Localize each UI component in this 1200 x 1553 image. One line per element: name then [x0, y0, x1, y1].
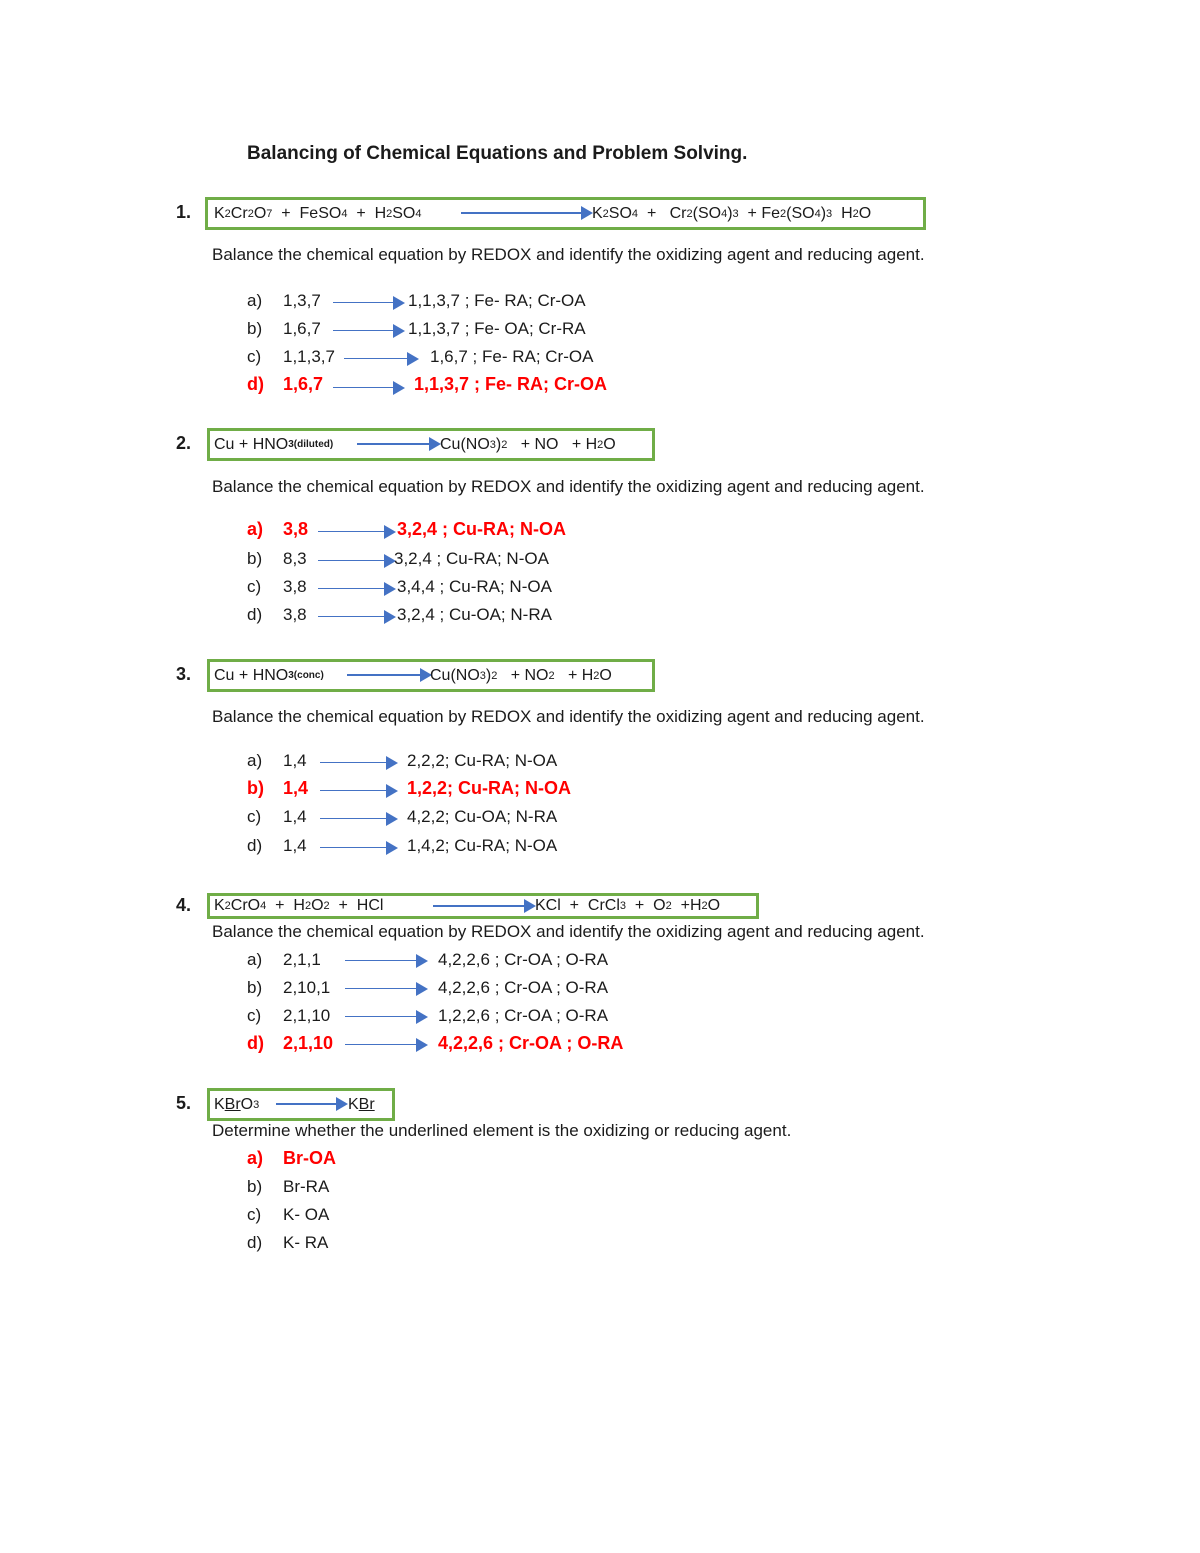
question-5-equation-box	[207, 1088, 395, 1121]
question-2-instruction: Balance the chemical equation by REDOX and identify the oxidizing agent and reducing agent.	[212, 477, 925, 496]
q2-option-c-letter: c)	[247, 577, 262, 596]
q2-option-d-arrow	[318, 616, 394, 617]
q2-option-b-arrow	[318, 560, 394, 561]
q4-option-c-letter: c)	[247, 1006, 262, 1025]
q4-option-d-right: 4,2,2,6 ; Cr-OA ; O-RA	[438, 1033, 624, 1053]
q5-option-d-text: K- RA	[283, 1233, 329, 1252]
q3-option-c-arrow	[320, 818, 396, 819]
q1-option-a-arrow	[333, 302, 403, 303]
question-2-number: 2.	[176, 433, 192, 453]
q2-products: Cu(NO 3 ) 2 + NO + H 2 O	[440, 435, 616, 453]
question-1-number: 1.	[176, 202, 192, 222]
q2-option-b-letter: b)	[247, 549, 263, 568]
q3-reaction-arrow	[347, 674, 430, 676]
question-3-number: 3.	[176, 664, 192, 684]
q2-reactants: Cu + HNO 3(diluted)	[214, 435, 334, 453]
q5-option-c-letter: c)	[247, 1205, 262, 1224]
q3-option-b-right: 1,2,2; Cu-RA; N-OA	[407, 778, 572, 798]
q2-option-a-left: 3,8	[283, 519, 309, 539]
q1-option-d-arrow	[333, 387, 403, 388]
q3-reactants: Cu + HNO 3(conc)	[214, 666, 324, 684]
q1-option-b-letter: b)	[247, 319, 263, 338]
q3-option-a-letter: a)	[247, 751, 263, 770]
question-1-instruction: Balance the chemical equation by REDOX and identify the oxidizing agent and reducing agent.	[212, 245, 925, 264]
q5-option-a-text: Br-OA	[283, 1148, 336, 1168]
q5-reactant: K Br O 3	[214, 1095, 260, 1113]
q4-option-b-letter: b)	[247, 978, 263, 997]
q4-option-a-left: 2,1,1	[283, 950, 321, 969]
q5-option-c-text: K- OA	[283, 1205, 330, 1224]
q4-option-a-arrow	[345, 960, 426, 961]
q1-reactants: K 2 Cr 2 O 7 + FeSO 4 + H 2 SO 4	[214, 204, 422, 222]
question-4-equation-box	[207, 893, 759, 919]
q2-option-c-right: 3,4,4 ; Cu-RA; N-OA	[397, 577, 552, 596]
q4-option-d-letter: d)	[247, 1033, 264, 1053]
q3-option-d-letter: d)	[247, 836, 263, 855]
q1-option-b-left: 1,6,7	[283, 319, 321, 338]
question-2-equation-box	[207, 428, 655, 461]
q4-reactants: K 2 CrO 4 + H 2 O 2 + HCl	[214, 897, 384, 914]
q3-option-a-arrow	[320, 762, 396, 763]
q4-option-c-arrow	[345, 1016, 426, 1017]
q3-option-c-letter: c)	[247, 807, 262, 826]
q2-option-c-arrow	[318, 588, 394, 589]
q3-option-a-right: 2,2,2; Cu-RA; N-OA	[407, 751, 558, 770]
q4-option-c-right: 1,2,2,6 ; Cr-OA ; O-RA	[438, 1006, 609, 1025]
q3-option-a-left: 1,4	[283, 751, 307, 770]
q5-option-a-letter: a)	[247, 1148, 264, 1168]
question-5-instruction: Determine whether the underlined element is the oxidizing or reducing agent.	[212, 1121, 792, 1140]
q2-option-d-left: 3,8	[283, 605, 307, 624]
q4-option-d-left: 2,1,10	[283, 1033, 334, 1053]
q1-option-a-right: 1,1,3,7 ; Fe- RA; Cr-OA	[408, 291, 586, 310]
q5-reaction-arrow	[276, 1103, 346, 1105]
q2-option-a-letter: a)	[247, 519, 264, 539]
question-1-equation-box	[205, 197, 926, 230]
q1-option-c-right: 1,6,7 ; Fe- RA; Cr-OA	[430, 347, 594, 366]
q2-option-d-letter: d)	[247, 605, 263, 624]
q4-option-b-left: 2,10,1	[283, 978, 331, 997]
q1-option-c-left: 1,1,3,7	[283, 347, 335, 366]
q2-option-b-right: 3,2,4 ; Cu-RA; N-OA	[394, 549, 549, 568]
q1-option-a-left: 1,3,7	[283, 291, 321, 310]
q1-option-d-letter: d)	[247, 374, 264, 394]
q1-option-a-letter: a)	[247, 291, 263, 310]
q2-reaction-arrow	[357, 443, 439, 445]
question-3-equation-box	[207, 659, 655, 692]
question-5-number: 5.	[176, 1093, 192, 1113]
q1-reaction-arrow	[461, 212, 591, 214]
q3-option-d-right: 1,4,2; Cu-RA; N-OA	[407, 836, 558, 855]
question-4-number: 4.	[176, 895, 192, 915]
q3-option-d-arrow	[320, 847, 396, 848]
q4-products: KCl + CrCl 3 + O 2 +H 2 O	[535, 897, 721, 914]
q4-option-b-arrow	[345, 988, 426, 989]
q1-option-c-arrow	[344, 358, 417, 359]
q3-option-d-left: 1,4	[283, 836, 307, 855]
q4-option-a-letter: a)	[247, 950, 263, 969]
q2-option-c-left: 3,8	[283, 577, 307, 596]
q3-option-b-letter: b)	[247, 778, 264, 798]
q2-option-a-arrow	[318, 531, 394, 532]
q1-option-b-right: 1,1,3,7 ; Fe- OA; Cr-RA	[408, 319, 586, 338]
q2-option-d-right: 3,2,4 ; Cu-OA; N-RA	[397, 605, 552, 624]
q4-option-b-right: 4,2,2,6 ; Cr-OA ; O-RA	[438, 978, 609, 997]
q3-option-b-left: 1,4	[283, 778, 309, 798]
question-4-instruction: Balance the chemical equation by REDOX and identify the oxidizing agent and reducing agent.	[212, 922, 925, 941]
page-title: Balancing of Chemical Equations and Problem Solving.	[247, 143, 748, 164]
q4-option-a-right: 4,2,2,6 ; Cr-OA ; O-RA	[438, 950, 609, 969]
q4-reaction-arrow	[433, 905, 534, 907]
q3-products: Cu(NO 3 ) 2 + NO 2 + H 2 O	[430, 666, 612, 684]
q1-option-d-right: 1,1,3,7 ; Fe- RA; Cr-OA	[414, 374, 608, 394]
q1-option-d-left: 1,6,7	[283, 374, 324, 394]
q4-option-c-left: 2,1,10	[283, 1006, 331, 1025]
q3-option-c-right: 4,2,2; Cu-OA; N-RA	[407, 807, 558, 826]
question-3-instruction: Balance the chemical equation by REDOX and identify the oxidizing agent and reducing agent.	[212, 707, 925, 726]
q1-option-c-letter: c)	[247, 347, 262, 366]
q4-option-d-arrow	[345, 1044, 426, 1045]
q3-option-c-left: 1,4	[283, 807, 307, 826]
q5-option-d-letter: d)	[247, 1233, 263, 1252]
q5-option-b-text: Br-RA	[283, 1177, 330, 1196]
q3-option-b-arrow	[320, 790, 396, 791]
q5-option-b-letter: b)	[247, 1177, 263, 1196]
q2-option-a-right: 3,2,4 ; Cu-RA; N-OA	[397, 519, 567, 539]
q2-option-b-left: 8,3	[283, 549, 307, 568]
q1-option-b-arrow	[333, 330, 403, 331]
q1-products: K 2 SO 4 + Cr 2 (SO 4 ) 3 + Fe 2 (SO 4 ) 3 H 2 O	[592, 204, 872, 222]
q5-product: K Br	[348, 1095, 375, 1113]
